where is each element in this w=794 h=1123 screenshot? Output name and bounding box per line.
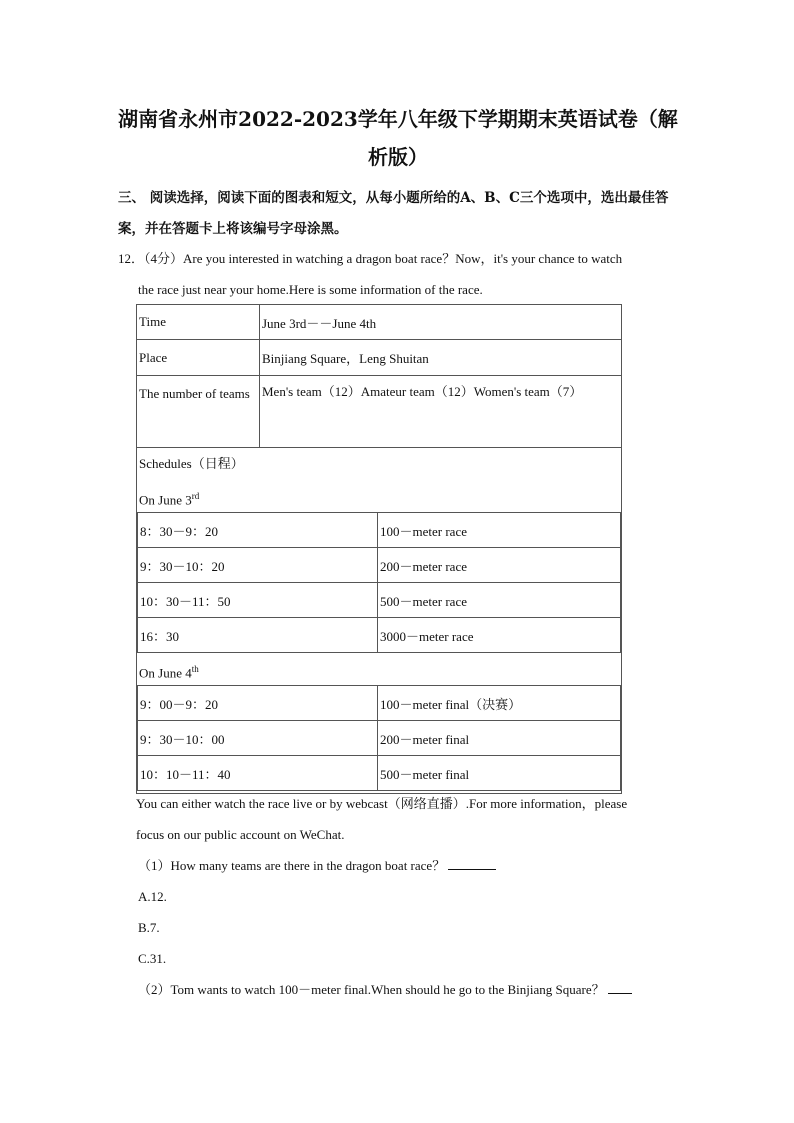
teams-label: The number of teams bbox=[137, 376, 260, 448]
place-label: Place bbox=[137, 340, 260, 376]
schedule-time: 9：30－10：00 bbox=[138, 721, 378, 756]
schedules-cell bbox=[137, 448, 622, 794]
sub-question-2-text: （2）Tom wants to watch 100－meter final.When should he go to the Binjiang Square？ bbox=[138, 982, 605, 997]
schedule-event: 200－meter race bbox=[378, 548, 621, 583]
table-row bbox=[138, 721, 621, 756]
day1-label-text: On June 3 bbox=[139, 492, 192, 508]
table-row-teams bbox=[137, 376, 622, 448]
table-row bbox=[138, 548, 621, 583]
day2-label-text: On June 4 bbox=[139, 665, 192, 681]
question-intro-line2: the race just near your home.Here is some information of the race. bbox=[138, 282, 483, 297]
table-row-time bbox=[137, 305, 622, 340]
day2-schedule-table bbox=[137, 685, 621, 791]
passage-after-table bbox=[136, 788, 678, 850]
table-row-schedules bbox=[137, 448, 622, 794]
day1-label bbox=[137, 480, 621, 512]
table-row bbox=[138, 686, 621, 721]
question-intro bbox=[118, 243, 678, 305]
time-label: Time bbox=[137, 305, 260, 340]
sub-question-1-text: （1）How many teams are there in the dragon boat race？ bbox=[138, 858, 446, 873]
schedule-event: 100－meter race bbox=[378, 513, 621, 548]
table-row bbox=[138, 513, 621, 548]
race-info-table bbox=[136, 304, 622, 794]
schedule-time: 9：00－9：20 bbox=[138, 686, 378, 721]
table-row bbox=[138, 756, 621, 791]
option-a[interactable]: A.12. bbox=[138, 889, 167, 904]
answer-blank[interactable] bbox=[448, 855, 496, 870]
schedule-time: 10：10－11：40 bbox=[138, 756, 378, 791]
intro-text-1: Are you interested in watching a dragon boat race？Now，it's your chance to watch bbox=[183, 251, 623, 266]
place-value: Binjiang Square，Leng Shuitan bbox=[260, 340, 622, 376]
table-row-place bbox=[137, 340, 622, 376]
passage-line2: focus on our public account on WeChat. bbox=[136, 827, 345, 842]
time-value: June 3rd－－June 4th bbox=[260, 305, 622, 340]
day2-label-sup: th bbox=[191, 664, 199, 674]
schedule-event: 500－meter race bbox=[378, 583, 621, 618]
schedule-event: 3000－meter race bbox=[378, 618, 621, 653]
option-c[interactable]: C.31. bbox=[138, 951, 167, 966]
schedule-event: 500－meter final bbox=[378, 756, 621, 791]
section-heading: 三、 阅读选择，阅读下面的图表和短文，从每小题所给的A、B、C三个选项中，选出最佳答案，并在答题卡上将该编号字母涂黑。 bbox=[118, 190, 669, 237]
option-b[interactable]: B.7. bbox=[138, 920, 160, 935]
answer-blank[interactable] bbox=[608, 979, 632, 994]
table-row bbox=[138, 618, 621, 653]
schedule-time: 8：30－9：20 bbox=[138, 513, 378, 548]
day1-label-sup: rd bbox=[191, 491, 200, 501]
schedules-label: Schedules（日程） bbox=[139, 456, 244, 471]
schedule-event: 200－meter final bbox=[378, 721, 621, 756]
question-intro-line1 bbox=[118, 243, 678, 274]
schedule-time: 9：30－10：20 bbox=[138, 548, 378, 583]
sub-question-2 bbox=[118, 974, 678, 1005]
schedule-event: 100－meter final（决赛） bbox=[378, 686, 621, 721]
schedule-time: 10：30－11：50 bbox=[138, 583, 378, 618]
teams-value: Men's team（12）Amateur team（12）Women's team（7） bbox=[260, 376, 622, 448]
sub-question-1 bbox=[118, 850, 678, 881]
sub-questions bbox=[118, 850, 678, 1005]
day1-schedule-table bbox=[137, 512, 621, 653]
table-row bbox=[138, 583, 621, 618]
question-number: 12．（4分） bbox=[118, 251, 184, 266]
passage-line1: You can either watch the race live or by webcast（网络直播）.For more information，please bbox=[136, 796, 628, 811]
day2-label bbox=[137, 653, 621, 685]
document-title: 湖南省永州市2022-2023学年八年级下学期期末英语试卷（解析版） bbox=[118, 107, 678, 169]
schedule-time: 16：30 bbox=[138, 618, 378, 653]
